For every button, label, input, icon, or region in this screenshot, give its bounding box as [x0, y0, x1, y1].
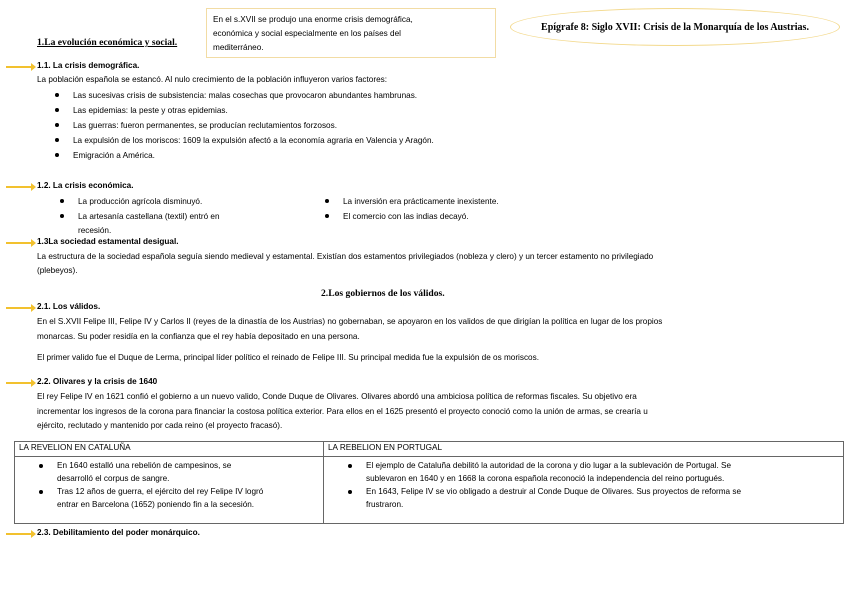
intro-callout-box: [206, 8, 496, 58]
rebellions-table: [14, 441, 844, 524]
subsection-1-2-right-list: [343, 194, 499, 224]
list-item: [57, 459, 319, 485]
column-header-cataluna: LA REVELION EN CATALUÑA: [15, 442, 324, 457]
section-1-title: 1.La evolución económica y social.: [37, 37, 178, 48]
arrow-marker: [6, 533, 32, 535]
subsection-2-1-line: En el S.XVII Felipe III, Felipe IV y Carlos II (reyes de la dinastía de los Austrias) no gobernaban, se apoyaron en los validos de que dirigían la política en lugar de los propios: [37, 317, 663, 326]
list-item: El comercio con las indias decayó.: [343, 209, 499, 224]
portugal-cell: [324, 457, 844, 524]
subsection-2-1-line: monarcas. Su poder residía en la confianza que el rey había depositado en una persona.: [37, 332, 360, 341]
list-item-continuation: recesión.: [78, 226, 112, 235]
list-item: [366, 485, 839, 511]
subsection-1-1-title: 1.1. La crisis demográfica.: [37, 61, 140, 70]
epigraph-title: Epígrafe 8: Siglo XVII: Crisis de la Monarquía de los Austrias.: [510, 8, 840, 46]
section-2-title: 2.Los gobiernos de los válidos.: [321, 288, 445, 299]
list-item: La inversión era prácticamente inexistente.: [343, 194, 499, 209]
cataluna-cell: [15, 457, 324, 524]
subsection-1-2-left-list: [78, 194, 278, 224]
list-item: [366, 459, 839, 485]
subsection-2-1-title: 2.1. Los válidos.: [37, 302, 101, 311]
arrow-marker: [6, 66, 32, 68]
list-item-line: El ejemplo de Cataluña debilitó la autoridad de la corona y dio lugar a la sublevación de Portugal. Se: [366, 461, 732, 470]
arrow-marker: [6, 242, 32, 244]
list-item-line: entrar en Barcelona (1652) poniendo fin a la secesión.: [57, 500, 255, 509]
list-item: Emigración a América.: [73, 148, 434, 163]
list-item-line: desarrolló el corpus de sangre.: [57, 474, 170, 483]
list-item: Las sucesivas crisis de subsistencia: malas cosechas que provocaron abundantes hambrunas.: [73, 88, 434, 103]
list-item-line: sublevaron en 1640 y en 1668 la corona española reconoció la independencia del reino portugués.: [366, 474, 725, 483]
arrow-marker: [6, 307, 32, 309]
list-item: Las guerras: fueron permanentes, se producían reclutamientos forzosos.: [73, 118, 434, 133]
subsection-2-2-line: ejército, reclutado y mantenido por cada reino (el proyecto fracasó).: [37, 421, 283, 430]
subsection-1-2-title: 1.2. La crisis económica.: [37, 181, 134, 190]
subsection-1-1-list: [73, 88, 434, 163]
list-item: Las epidemias: la peste y otras epidemias.: [73, 103, 434, 118]
list-item: La expulsión de los moriscos: 1609 la expulsión afectó a la economía agraria en Valencia y Aragón.: [73, 133, 434, 148]
arrow-marker: [6, 382, 32, 384]
subsection-1-1-intro: La población española se estancó. Al nulo crecimiento de la población influyeron varios factores:: [37, 75, 388, 84]
table-row: [15, 457, 844, 524]
table-header-row: [15, 442, 844, 457]
list-item-line: En 1643, Felipe IV se vio obligado a destruir al Conde Duque de Olivares. Sus proyectos de reforma se: [366, 487, 742, 496]
subsection-2-2-line: incrementar los ingresos de la corona para financiar la costosa política exterior. Para ellos en el 1625 presentó el proyecto conoció como la unión de armas, se crearía u: [37, 407, 648, 416]
subsection-2-3-title: 2.3. Debilitamiento del poder monárquico.: [37, 528, 200, 537]
callout-line: económica y social especialmente en los países del: [213, 29, 401, 38]
list-item-line: Tras 12 años de guerra, el ejército del rey Felipe IV logró: [57, 487, 264, 496]
list-item: La artesanía castellana (textil) entró en: [78, 209, 278, 224]
subsection-1-3-line: (plebeyos).: [37, 266, 78, 275]
callout-line: mediterráneo.: [213, 43, 264, 52]
subsection-1-3-title: 1.3La sociedad estamental desigual.: [37, 237, 179, 246]
subsection-1-3-line: La estructura de la sociedad española seguía siendo medieval y estamental. Existían dos estamentos privilegiados (nobleza y clero) y un tercer estamento no privilegiado: [37, 252, 654, 261]
subsection-2-2-line: El rey Felipe IV en 1621 confió el gobierno a un nuevo valido, Conde Duque de Olivares. Olivares abordó una ambiciosa política de reformas fiscales. Su objetivo era: [37, 392, 637, 401]
subsection-2-1-para2: El primer valido fue el Duque de Lerma, principal líder político el reinado de Felipe III. Su principal medida fue la expulsión de os moriscos.: [37, 353, 539, 362]
subsection-2-2-title: 2.2. Olivares y la crisis de 1640: [37, 377, 158, 386]
callout-line: En el s.XVII se produjo una enorme crisis demográfica,: [213, 15, 413, 24]
arrow-marker: [6, 186, 32, 188]
list-item: [57, 485, 319, 511]
list-item: La producción agrícola disminuyó.: [78, 194, 278, 209]
column-header-portugal: LA REBELION EN PORTUGAL: [324, 442, 844, 457]
list-item-line: frustraron.: [366, 500, 404, 509]
list-item-line: En 1640 estalló una rebelión de campesinos, se: [57, 461, 232, 470]
